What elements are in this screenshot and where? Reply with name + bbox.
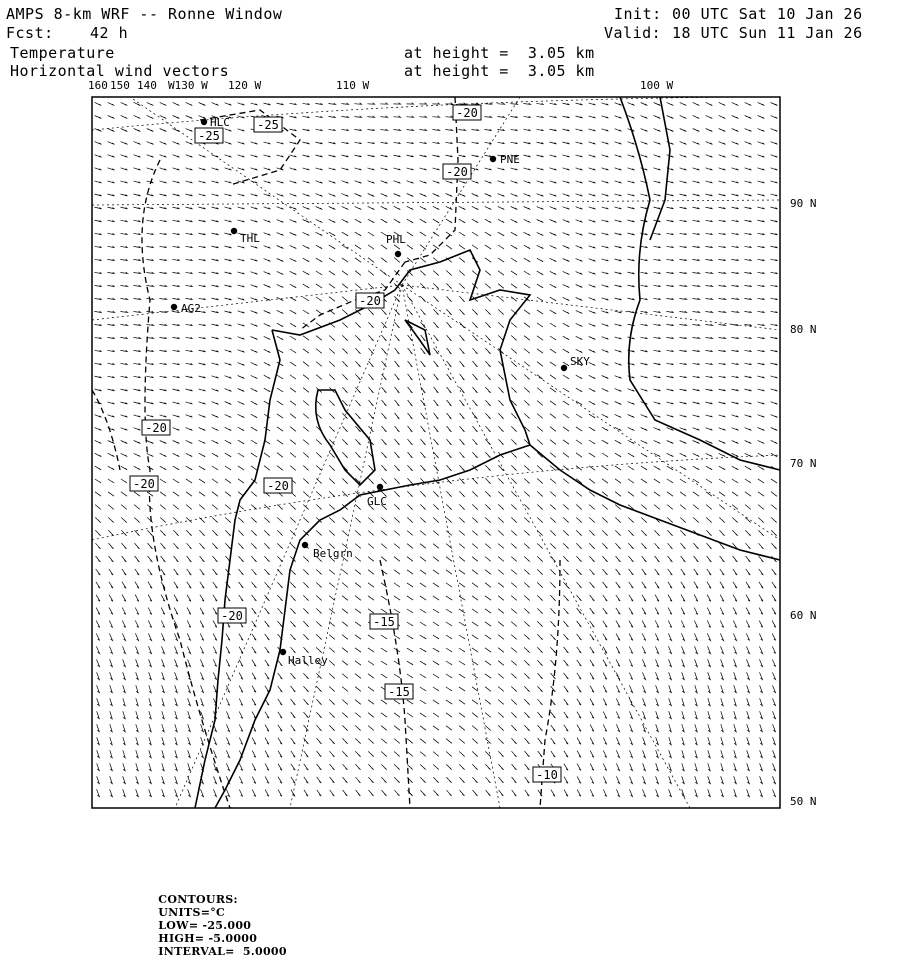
contour-label-text: -25	[198, 129, 220, 143]
graticule	[92, 97, 780, 808]
station-label: GLC	[367, 495, 387, 508]
legend-units: UNITS=°C	[158, 906, 226, 919]
wind-barbs	[94, 102, 777, 796]
station-belgrn	[302, 542, 353, 560]
parallel-upper	[92, 97, 740, 130]
temperature-contours	[92, 97, 560, 808]
longitude-labels	[88, 79, 673, 92]
parallel-90n	[92, 200, 780, 205]
map-frame	[92, 97, 780, 808]
coast-south-east	[530, 445, 780, 560]
coast-east	[620, 97, 780, 470]
station-label: AG2	[181, 302, 201, 315]
contour-label-text: -20	[267, 479, 289, 493]
forecast-hour: 42 h	[90, 24, 129, 42]
contour-label-text: -20	[221, 609, 243, 623]
legend-contours: CONTOURS:	[158, 893, 238, 906]
latitude-label: 50 N	[790, 795, 817, 808]
station-label: THL	[240, 232, 260, 245]
contour-label-text: -20	[446, 165, 468, 179]
meridian-g	[402, 97, 520, 285]
longitude-label: 120 W	[228, 79, 262, 92]
contour-label-text: -10	[536, 768, 558, 782]
contour-label-text: -25	[257, 118, 279, 132]
contour-minus20-mid	[300, 262, 405, 330]
contour-label-4	[443, 164, 471, 179]
station-label: PNE	[500, 153, 520, 166]
coast-ronne-ice-front	[215, 250, 530, 808]
longitude-label: 140	[137, 79, 157, 92]
station-thl	[231, 228, 260, 245]
station-ag2	[171, 302, 201, 315]
longitude-label: W130 W	[168, 79, 208, 92]
contour-label-9	[218, 608, 246, 623]
contour-label-text: -20	[359, 294, 381, 308]
meridian-b	[402, 285, 780, 540]
init-label: Init:	[614, 5, 662, 23]
field-temperature: Temperature	[10, 44, 115, 62]
contour-label-12	[533, 767, 561, 782]
latitude-labels	[790, 197, 817, 808]
longitude-label: 150	[110, 79, 130, 92]
berkner-island	[316, 390, 375, 485]
station-label: HLC	[210, 116, 230, 129]
height-wind: at height = 3.05 km	[404, 62, 595, 80]
legend-interval: INTERVAL= 5.0000	[158, 945, 287, 958]
forecast-label: Fcst:	[6, 24, 54, 42]
station-label: Halley	[288, 654, 328, 667]
contour-label-text: -20	[456, 106, 478, 120]
valid-time: 18 UTC Sun 11 Jan 26	[672, 24, 863, 42]
map-title: AMPS 8-km WRF -- Ronne Window	[6, 5, 283, 23]
meridian-f	[175, 285, 402, 808]
contour-legend	[150, 880, 291, 958]
contour-labels	[130, 105, 561, 782]
contour-label-2	[254, 117, 282, 132]
station-phl	[386, 233, 406, 257]
wind-vector-field	[94, 102, 777, 796]
latitude-label: 90 N	[790, 197, 817, 210]
contour-label-11	[385, 684, 413, 699]
latitude-label: 80 N	[790, 323, 817, 336]
contour-label-3	[453, 105, 481, 120]
contour-label-1	[195, 128, 223, 143]
longitude-label: 100 W	[640, 79, 674, 92]
coast-west	[195, 330, 280, 808]
legend-low: LOW= -25.000	[158, 919, 252, 932]
field-wind-vectors: Horizontal wind vectors	[10, 62, 230, 80]
contour-label-text: -20	[133, 477, 155, 491]
contour-label-10	[370, 614, 398, 629]
contour-label-5	[356, 293, 384, 308]
contour-label-7	[130, 476, 158, 491]
station-label: PHL	[386, 233, 406, 246]
legend-high: HIGH= -5.0000	[158, 932, 258, 945]
contour-label-text: -15	[373, 615, 395, 629]
meridian-a	[402, 285, 780, 330]
contour-label-6	[142, 420, 170, 435]
station-label: Belgrn	[313, 547, 353, 560]
valid-label: Valid:	[604, 24, 662, 42]
longitude-label: 160	[88, 79, 108, 92]
contour-label-8	[264, 478, 292, 493]
station-pne	[490, 153, 520, 166]
latitude-label: 70 N	[790, 457, 817, 470]
contour-minus25-west	[92, 390, 120, 470]
stations	[171, 116, 590, 667]
contour-label-text: -20	[145, 421, 167, 435]
meridian-c	[402, 285, 690, 808]
station-sky	[561, 355, 590, 371]
height-temperature: at height = 3.05 km	[404, 44, 595, 62]
init-time: 00 UTC Sat 10 Jan 26	[672, 5, 863, 23]
contour-label-text: -15	[388, 685, 410, 699]
station-glc	[367, 484, 387, 508]
latitude-label: 60 N	[790, 609, 817, 622]
station-label: SKY	[570, 355, 590, 368]
longitude-label: 110 W	[336, 79, 370, 92]
